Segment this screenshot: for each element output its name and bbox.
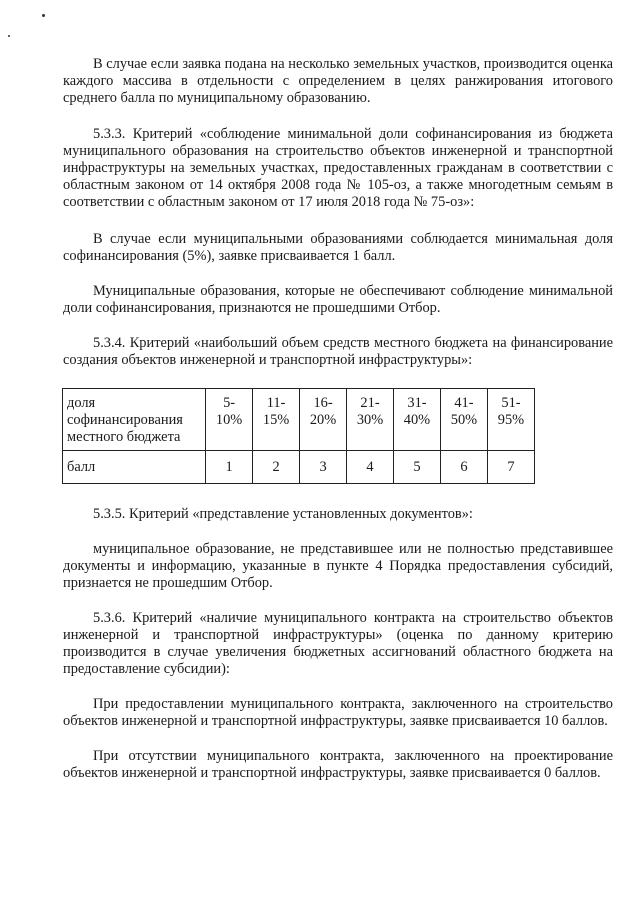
range-cell: 31- 40% [394,389,441,451]
paragraph-criterion-5-3-5: 5.3.5. Критерий «представление установленных документов»: [93,506,473,522]
table-row [63,451,535,484]
points-cell: 7 [487,451,534,484]
paragraph-documents: муниципальное образование, не представившее или не полностью представившее документы и информацию, указанные в пункте 4 Порядка предоставления субсидий, признается не прошедшим Отбор. [63,541,613,591]
paragraph-not-passed: Муниципальные образования, которые не обеспечивают соблюдение минимальной доли софинансирования, признаются не прошедшими Отбор. [63,283,613,316]
paragraph-criterion-5-3-3: 5.3.3. Критерий «соблюдение минимальной доли софинансирования из бюджета муниципального образования на строительство объектов инженерной и транспортной инфраструктуры на земельных участках, предоставленных гражданам в соответствии с областным законом от 14 октября 2008 года № 105-оз, а также многодетным семьям в соответствии с областным законом от 17 июля 2018 года № 75-оз»: [63,126,613,210]
range-cell: 11- 15% [253,389,300,451]
points-cell: 5 [394,451,441,484]
range-cell: 41- 50% [440,389,487,451]
scan-speck [42,14,45,17]
range-cell: 5- 10% [206,389,253,451]
points-cell: 3 [300,451,347,484]
table-row-label: доля софинансирования местного бюджета [63,389,206,451]
points-cell: 2 [253,451,300,484]
table-row [63,389,535,451]
paragraph-min-share: В случае если муниципальными образованиями соблюдается минимальная доля софинансирования (5%), заявке присваивается 1 балл. [63,231,613,264]
paragraph-criterion-5-3-4: 5.3.4. Критерий «наибольший объем средств местного бюджета на финансирование создания объектов инженерной и транспортной инфраструктуры»: [63,335,613,368]
cofinancing-table [62,388,535,484]
document-page [63,56,613,782]
range-cell: 16- 20% [300,389,347,451]
range-cell: 21- 30% [347,389,394,451]
paragraph-averaging: В случае если заявка подана на несколько земельных участков, производится оценка каждого массива в отдельности с определением в целях ранжирования итогового среднего балла по муниципальному образованию. [63,56,613,106]
paragraph-contract-0: При отсутствии муниципального контракта, заключенного на проектирование объектов инженерной и транспортной инфраструктуры, заявке присваивается 0 баллов. [63,748,613,781]
table-row-label: балл [63,451,206,484]
points-cell: 6 [440,451,487,484]
range-cell: 51- 95% [487,389,534,451]
points-cell: 1 [206,451,253,484]
paragraph-contract-10: При предоставлении муниципального контракта, заключенного на строительство объектов инженерной и транспортной инфраструктуры, заявке присваивается 10 баллов. [63,696,613,729]
paragraph-criterion-5-3-6: 5.3.6. Критерий «наличие муниципального контракта на строительство объектов инженерной и транспортной инфраструктуры» (оценка по данному критерию производится в случае увеличения бюджетных ассигнований областного бюджета на предоставление субсидии): [63,610,613,677]
points-cell: 4 [347,451,394,484]
scan-speck [8,35,10,37]
